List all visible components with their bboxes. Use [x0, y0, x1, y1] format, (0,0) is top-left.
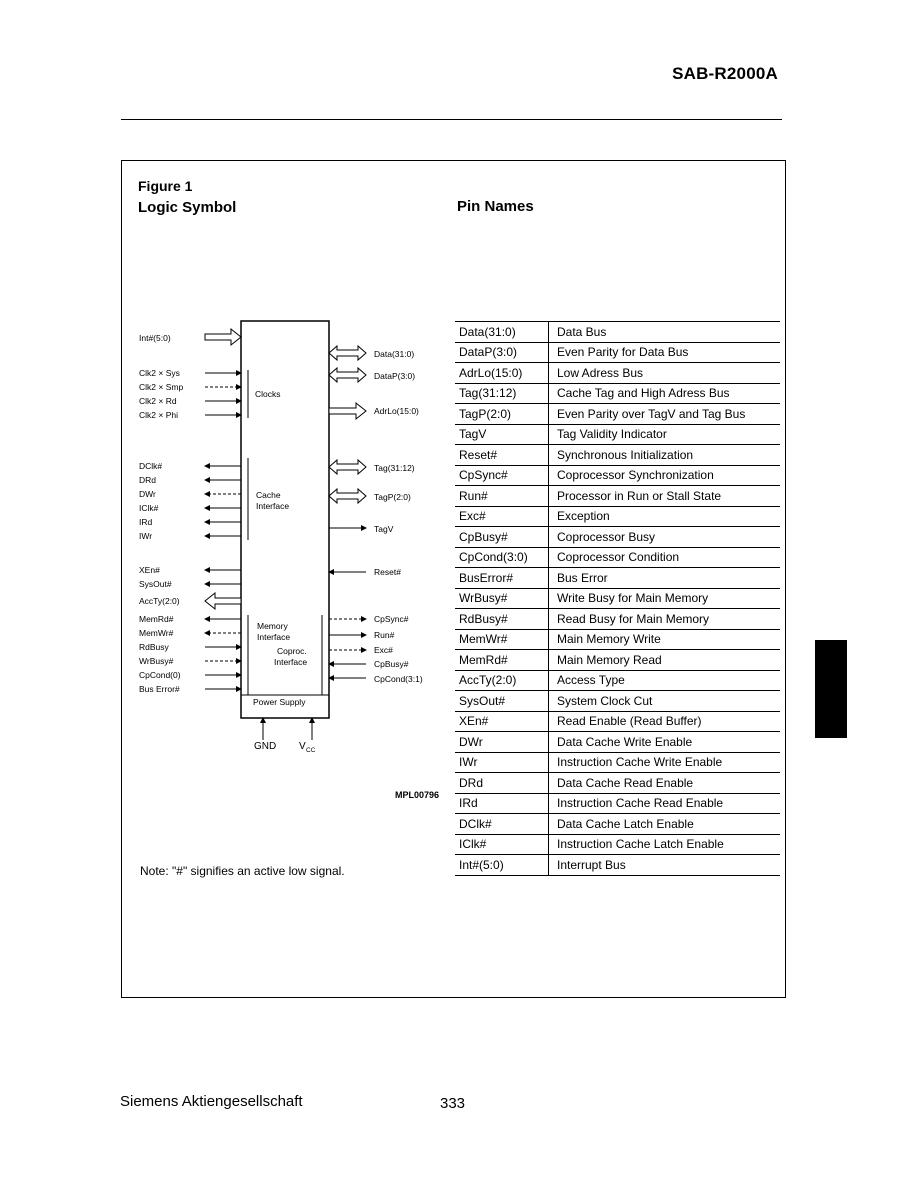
pin-label-buserror: Bus Error# [139, 684, 180, 694]
pin-description-cell: Data Cache Write Enable [549, 732, 781, 753]
pin-description-cell: Coprocessor Synchronization [549, 465, 781, 486]
pin-label-wrbusy: WrBusy# [139, 656, 174, 666]
pin-description-cell: Tag Validity Indicator [549, 424, 781, 445]
pin-row [455, 834, 780, 855]
group-coproc: Coproc. [277, 646, 307, 656]
pin-label-dwr: DWr [139, 489, 156, 499]
pin-label-tagv: TagV [374, 524, 394, 534]
pin-row [455, 506, 780, 527]
pin-name-cell: Run# [455, 486, 549, 507]
footer-company: Siemens Aktiengesellschaft [120, 1093, 303, 1110]
pin-description-cell: Data Cache Read Enable [549, 773, 781, 794]
pin-row [455, 670, 780, 691]
pin-row [455, 363, 780, 384]
pin-label-accty: AccTy(2:0) [139, 596, 180, 606]
pin-label-run: Run# [374, 630, 395, 640]
adrlo-bus-arrow [329, 403, 366, 419]
pin-name-cell: MemRd# [455, 650, 549, 671]
figure-note: Note: "#" signifies an active low signal. [140, 864, 345, 878]
pin-name-cell: SysOut# [455, 691, 549, 712]
pin-name-cell: IRd [455, 793, 549, 814]
pin-row [455, 404, 780, 425]
pin-description-cell: Interrupt Bus [549, 855, 781, 876]
pin-label-vcc: V [299, 741, 306, 752]
pin-row [455, 855, 780, 876]
pin-label-datap: DataP(3:0) [374, 371, 416, 381]
pin-name-cell: XEn# [455, 711, 549, 732]
pin-label-dclk: DClk# [139, 461, 163, 471]
pin-label-memrd: MemRd# [139, 614, 174, 624]
pin-row [455, 793, 780, 814]
pin-label-exc: Exc# [374, 645, 393, 655]
pin-description-cell: Read Busy for Main Memory [549, 609, 781, 630]
pin-name-cell: AdrLo(15:0) [455, 363, 549, 384]
pin-row [455, 814, 780, 835]
group-cache-interface: Interface [256, 501, 290, 511]
pin-row [455, 465, 780, 486]
pin-label-cpsync: CpSync# [374, 614, 409, 624]
pin-name-cell: IWr [455, 752, 549, 773]
accty-bus-arrow [205, 593, 241, 609]
pin-label-int: Int#(5:0) [139, 333, 171, 343]
pin-row [455, 691, 780, 712]
pin-label-cpcond31: CpCond(3:1) [374, 674, 423, 684]
pin-label-tagp: TagP(2:0) [374, 492, 411, 502]
pin-name-cell: WrBusy# [455, 588, 549, 609]
figure-title: Logic Symbol [138, 199, 237, 216]
pin-description-cell: System Clock Cut [549, 691, 781, 712]
pin-description-cell: Instruction Cache Write Enable [549, 752, 781, 773]
pin-label-xen: XEn# [139, 565, 160, 575]
pin-name-cell: Exc# [455, 506, 549, 527]
pin-description-cell: Main Memory Read [549, 650, 781, 671]
pin-row [455, 486, 780, 507]
pin-label-clk-smp: Clk2 × Smp [139, 382, 184, 392]
pin-label-sysout: SysOut# [139, 579, 172, 589]
pin-description-cell: Main Memory Write [549, 629, 781, 650]
pin-row [455, 732, 780, 753]
group-coproc-interface: Interface [274, 657, 308, 667]
pin-description-cell: Processor in Run or Stall State [549, 486, 781, 507]
pin-description-cell: Instruction Cache Read Enable [549, 793, 781, 814]
pin-name-cell: Int#(5:0) [455, 855, 549, 876]
pin-label-data: Data(31:0) [374, 349, 415, 359]
pin-name-cell: DRd [455, 773, 549, 794]
pin-row [455, 588, 780, 609]
pin-label-iwr: IWr [139, 531, 153, 541]
group-memory-interface: Interface [257, 632, 291, 642]
pin-name-cell: CpSync# [455, 465, 549, 486]
datap-bus-arrow [329, 368, 366, 382]
pin-label-cpcond0: CpCond(0) [139, 670, 181, 680]
pin-label-tag: Tag(31:12) [374, 463, 415, 473]
pin-name-cell: AccTy(2:0) [455, 670, 549, 691]
pin-description-cell: Data Bus [549, 322, 781, 342]
pin-name-cell: CpCond(3:0) [455, 547, 549, 568]
pin-description-cell: Instruction Cache Latch Enable [549, 834, 781, 855]
pin-description-cell: Write Busy for Main Memory [549, 588, 781, 609]
pin-name-cell: Data(31:0) [455, 322, 549, 342]
pin-label-clk-rd: Clk2 × Rd [139, 396, 177, 406]
pin-row [455, 609, 780, 630]
pin-description-cell: Even Parity for Data Bus [549, 342, 781, 363]
pin-row [455, 547, 780, 568]
pin-label-iclk: IClk# [139, 503, 159, 513]
tagp-bus-arrow [329, 489, 366, 503]
pin-description-cell: Even Parity over TagV and Tag Bus [549, 404, 781, 425]
pin-name-cell: Tag(31:12) [455, 383, 549, 404]
pin-description-cell: Exception [549, 506, 781, 527]
pin-label-reset: Reset# [374, 567, 401, 577]
supply-pins [254, 718, 316, 754]
pin-name-cell: RdBusy# [455, 609, 549, 630]
pin-name-cell: TagV [455, 424, 549, 445]
pin-label-rdbusy: RdBusy [139, 642, 169, 652]
pin-description-cell: Low Adress Bus [549, 363, 781, 384]
pin-description-cell: Synchronous Initialization [549, 445, 781, 466]
int-bus-arrow [205, 329, 241, 345]
pin-row [455, 527, 780, 548]
pin-label-cpbusy: CpBusy# [374, 659, 409, 669]
pin-name-cell: MemWr# [455, 629, 549, 650]
group-cache: Cache [256, 490, 281, 500]
pin-name-cell: CpBusy# [455, 527, 549, 548]
pin-row [455, 773, 780, 794]
pin-label-gnd: GND [254, 741, 277, 752]
pin-row [455, 322, 780, 342]
pin-label-memwr: MemWr# [139, 628, 174, 638]
pin-row [455, 629, 780, 650]
figure-number: Figure 1 [138, 178, 193, 194]
pin-name-cell: Reset# [455, 445, 549, 466]
group-power-supply: Power Supply [253, 697, 306, 707]
left-pins [139, 329, 241, 694]
pin-names-table [455, 321, 780, 876]
pin-description-cell: Read Enable (Read Buffer) [549, 711, 781, 732]
page-number: 333 [440, 1095, 466, 1112]
document-title: SAB-R2000A [672, 64, 778, 83]
right-pins [329, 346, 423, 684]
tag-bus-arrow [329, 460, 366, 474]
pin-row [455, 650, 780, 671]
pin-name-cell: BusError# [455, 568, 549, 589]
pin-name-cell: DClk# [455, 814, 549, 835]
group-clocks: Clocks [255, 389, 281, 399]
pin-row [455, 711, 780, 732]
data-bus-arrow [329, 346, 366, 360]
pin-description-cell: Data Cache Latch Enable [549, 814, 781, 835]
pin-description-cell: Bus Error [549, 568, 781, 589]
pin-description-cell: Coprocessor Condition [549, 547, 781, 568]
pin-label-vcc-subscript: CC [306, 747, 316, 754]
pin-names-heading: Pin Names [457, 198, 534, 215]
pin-label-clk-sys: Clk2 × Sys [139, 368, 180, 378]
pin-description-cell: Cache Tag and High Adress Bus [549, 383, 781, 404]
pin-description-cell: Access Type [549, 670, 781, 691]
pin-row [455, 383, 780, 404]
pin-row [455, 342, 780, 363]
pin-description-cell: Coprocessor Busy [549, 527, 781, 548]
pin-row [455, 424, 780, 445]
pin-name-cell: DataP(3:0) [455, 342, 549, 363]
group-memory: Memory [257, 621, 288, 631]
figure-code: MPL00796 [395, 790, 440, 800]
pin-name-cell: IClk# [455, 834, 549, 855]
pin-name-cell: DWr [455, 732, 549, 753]
pin-row [455, 568, 780, 589]
pin-label-clk-phi: Clk2 × Phi [139, 410, 178, 420]
pin-label-adrlo: AdrLo(15:0) [374, 406, 419, 416]
pin-row [455, 445, 780, 466]
pin-label-ird: IRd [139, 517, 153, 527]
pin-name-cell: TagP(2:0) [455, 404, 549, 425]
pin-label-drd: DRd [139, 475, 157, 485]
pin-row [455, 752, 780, 773]
